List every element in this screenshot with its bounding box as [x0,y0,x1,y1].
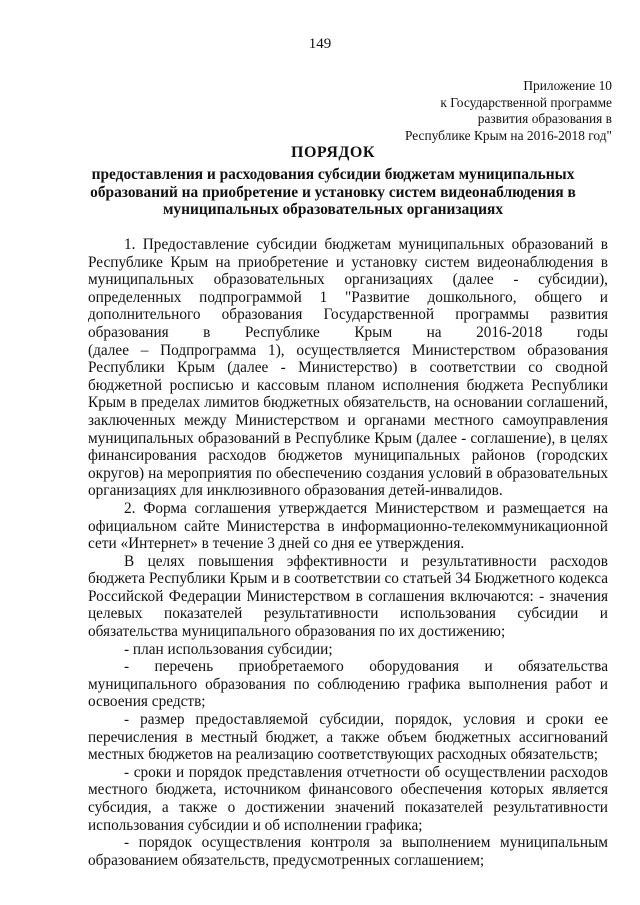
text-line: дополнительного образования Государственной программы развития [88,306,608,324]
text-line: муниципальных образований в Республике Крым (далее - соглашение), в целях [88,429,608,447]
text-line: определенных подпрограммой 1 "Развитие дошкольного, общего и [88,288,608,306]
text-line: образованием обязательств, предусмотренных соглашением; [88,851,485,869]
text-line: местного бюджета, источником финансового обеспечения которых является [88,781,608,799]
text-line: округов) на мероприятия по обеспечению создания условий в образовательных [88,464,608,482]
subtitle-line: предоставления и расходования субсидии бюджетам муниципальных [91,166,575,183]
text-line: В целях повышения эффективности и результативности расходов [124,552,608,570]
document-subtitle [60,166,606,219]
paragraph [88,236,608,500]
paragraph [88,834,608,869]
appendix-line: развития образования в [477,111,612,126]
text-line: Республике Крым на приобретение и установку систем видеонаблюдения в [88,253,608,271]
appendix-line: к Государственной программе [440,94,612,110]
page-number: 149 [308,36,332,52]
subtitle-line: муниципальных образовательных организациях [162,201,504,218]
text-line: организациях для инклюзивного образования детей-инвалидов. [88,482,503,500]
text-line: официальном сайте Министерства в информационно-телекоммуникационной [88,517,608,535]
text-line: 2. Форма соглашения утверждается Министерством и размещается на [124,499,608,517]
text-line: образования в Республике Крым на 2016-2018 годы [88,323,608,341]
text-line: бюджета Республики Крым и в соответствии со статьей 34 Бюджетного кодекса [88,570,608,588]
text-line: Республики Крым (далее - Министерство) в соответствии со сводной [88,359,608,377]
text-line: - перечень приобретаемого оборудования и обязательства [124,658,608,676]
text-line: 1. Предоставление субсидии бюджетам муниципальных образований в [124,236,608,253]
text-line: бюджетной росписью и кассовым планом исполнения бюджета Республики [88,376,608,394]
text-line: заключенных между Министерством и органами местного самоуправления [88,411,608,429]
document-body [88,236,608,869]
appendix-line: Республике Крым на 2016-2018 год" [405,127,612,143]
text-line: Российской Федерации Министерством в соглашения включаются: - значения [88,587,608,605]
paragraph [88,711,608,764]
text-line: целевых показателей результативности использования субсидии и [88,605,608,623]
text-line: - сроки и порядок представления отчетности об осуществлении расходов [124,763,608,781]
paragraph [88,658,608,711]
text-line: муниципальных образовательных организациях (далее - субсидии), [88,271,608,289]
text-line: муниципального образования по соблюдению графика выполнения работ и [88,675,608,693]
text-line: местных бюджетов на реализацию соответствующих расходных обязательств; [88,746,599,764]
paragraph [88,641,608,659]
paragraph [88,500,608,553]
appendix-reference [282,78,612,144]
document-title: ПОРЯДОК [291,144,375,161]
text-line: освоения средств; [88,693,206,711]
text-line: обязательства муниципального образования по их достижению; [88,623,506,641]
text-line: - размер предоставляемой субсидии, порядок, условия и сроки ее [124,711,608,729]
text-line: (далее – Подпрограмма 1), осуществляется Министерством образования [88,341,608,359]
text-line: Крым в пределах лимитов бюджетных обязательств, на основании соглашений, [88,394,608,412]
paragraph [88,764,608,834]
subtitle-line: образований на приобретение и установку систем видеонаблюдения в [90,183,576,201]
text-line: использования субсидии и об исполнении графика; [88,816,423,834]
text-line: сети «Интернет» в течение 3 дней со дня ее утверждения. [88,535,465,553]
paragraph [88,553,608,641]
text-line: перечисления в местный бюджет, а также объем бюджетных ассигнований [88,728,608,746]
text-line: - план использования субсидии; [124,640,333,658]
appendix-line: Приложение 10 [523,78,612,93]
text-line: - порядок осуществления контроля за выполнением муниципальным [124,834,608,852]
text-line: субсидия, а также о достижении значений показателей результативности [88,799,608,816]
text-line: финансирования расходов бюджетов муниципальных районов (городских [88,447,608,465]
